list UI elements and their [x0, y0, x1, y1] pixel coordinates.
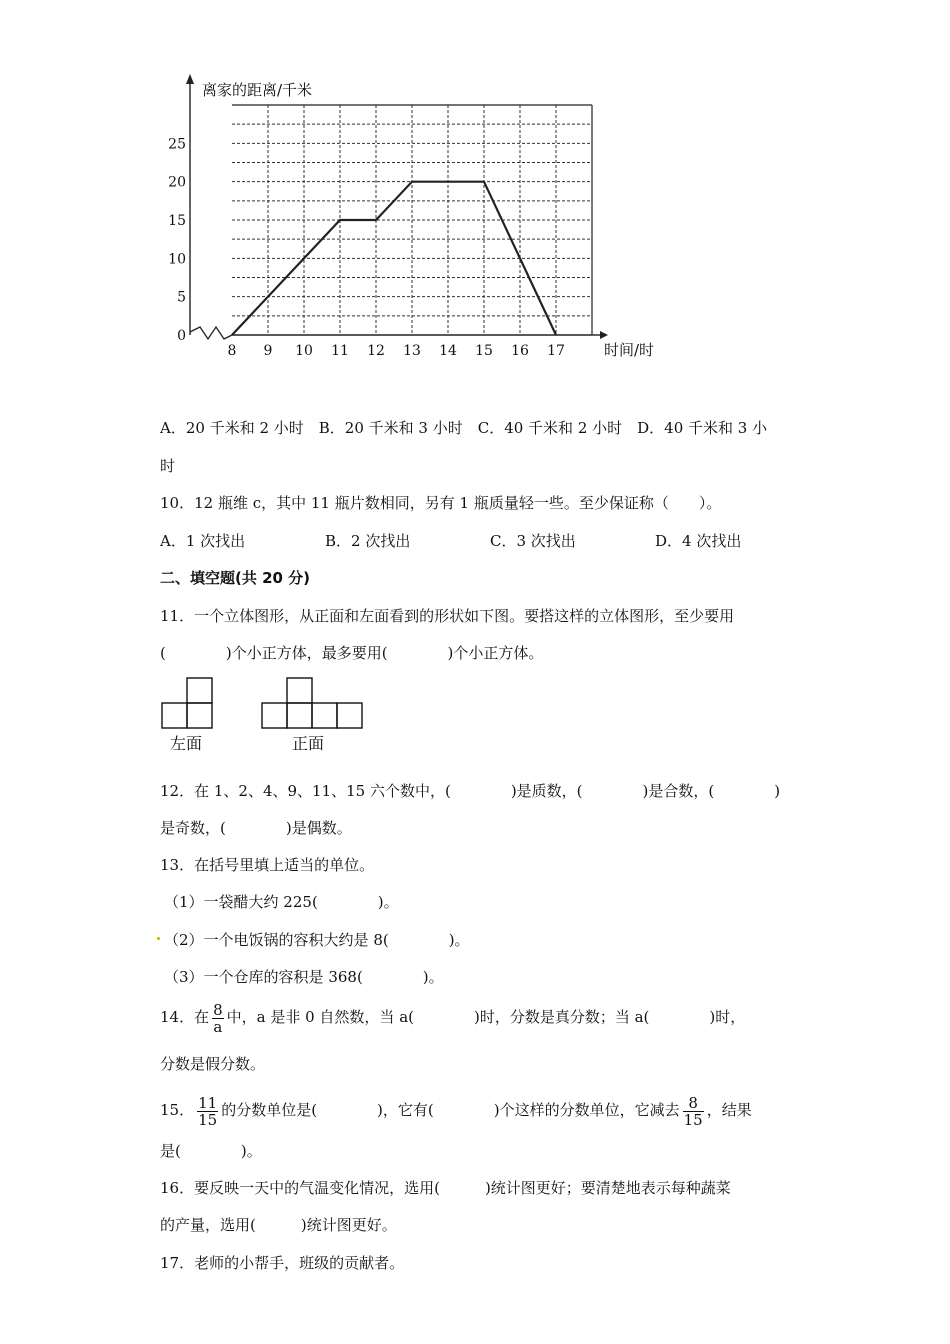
x-tick-label: 11 [331, 343, 349, 359]
y-tick-label: 10 [168, 251, 186, 268]
q15-line1 [160, 1094, 752, 1128]
q15-line2: 是( )。 [160, 1142, 262, 1160]
stray-dot [157, 937, 160, 940]
x-tick-label: 16 [511, 343, 529, 359]
chart-axes [186, 74, 608, 339]
distance-time-chart [160, 70, 680, 370]
x-tick-label: 17 [547, 343, 565, 359]
q14-line2: 分数是假分数。 [160, 1055, 266, 1073]
q14-rest: 中，a 是非 0 自然数，当 a( )时，分数是真分数；当 a( )时， [226, 1008, 746, 1026]
q15-fraction-1-numerator: 11 [198, 1093, 218, 1112]
q13-part1: （1）一袋醋大约 225( )。 [164, 893, 399, 911]
q15-fraction-2-numerator: 8 [683, 1095, 704, 1112]
q15-fraction-1-denominator: 15 [198, 1110, 218, 1129]
x-tick-label: 12 [367, 343, 385, 359]
y-tick-label: 25 [168, 136, 186, 153]
chart-x-label: 时间/时 [604, 341, 655, 359]
front-view-label: 正面 [292, 734, 325, 753]
q16-line1: 16．要反映一天中的气温变化情况，选用( )统计图更好；要清楚地表示每种蔬菜 [160, 1179, 731, 1197]
q17-line1: 17．老师的小帮手，班级的贡献者。 [160, 1254, 405, 1272]
q15-fraction-1 [197, 1095, 218, 1128]
q15-fraction-2 [683, 1095, 704, 1128]
q14-fraction [212, 1002, 224, 1035]
chart-ticks [168, 136, 565, 359]
axis-break-zigzag [190, 327, 232, 339]
chart-y-label: 离家的距离/千米 [202, 81, 313, 99]
q16-line2: 的产量，选用( )统计图更好。 [160, 1216, 397, 1234]
q10-option-a: A．1 次找出 [160, 532, 246, 550]
q9-options-wrap: 时 [160, 457, 176, 475]
left-view-shape [162, 678, 212, 728]
y-tick-label: 0 [177, 328, 186, 344]
q11-line2: ( )个小正方体，最多要用( )个小正方体。 [160, 644, 544, 662]
chart-grid [232, 105, 592, 335]
cube-views-figure [160, 676, 370, 732]
x-tick-label: 14 [439, 343, 457, 359]
q14-fraction-numerator: 8 [213, 1000, 223, 1019]
x-tick-label: 13 [403, 343, 421, 359]
x-tick-label: 9 [263, 343, 273, 359]
left-view-label: 左面 [170, 734, 203, 753]
q13-part3: （3）一个仓库的容积是 368( )。 [164, 968, 444, 986]
q10-option-b: B．2 次找出 [325, 532, 411, 550]
q10-stem: 10．12 瓶维 c，其中 11 瓶片数相同，另有 1 瓶质量轻一些。至少保证称（ ）。 [160, 494, 722, 512]
q9-options: A．20 千米和 2 小时 B．20 千米和 3 小时 C．40 千米和 2 小时 D．40 千米和 3 小 [160, 419, 768, 437]
q15-middle: 的分数单位是( )，它有( )个这样的分数单位，它减去 [221, 1101, 680, 1119]
y-tick-label: 20 [168, 174, 186, 191]
q15-prefix: 15． [160, 1101, 195, 1119]
q13-stem: 13．在括号里填上适当的单位。 [160, 856, 375, 874]
q10-option-c: C．3 次找出 [490, 532, 576, 550]
x-tick-label: 8 [227, 343, 237, 359]
y-tick-label: 15 [168, 213, 186, 229]
q14-fraction-denominator: a [213, 1017, 223, 1036]
q10-option-d: D．4 次找出 [655, 532, 742, 550]
q12-line1: 12．在 1、2、4、9、11、15 六个数中，( )是质数，( )是合数，( ) [160, 782, 781, 800]
x-tick-label: 15 [475, 343, 493, 359]
q14-line1 [160, 1001, 745, 1035]
q14-prefix: 14．在 [160, 1008, 210, 1026]
q15-end: ，结果 [706, 1101, 752, 1119]
section-2-title: 二、填空题(共 20 分) [160, 569, 311, 587]
q11-line1: 11．一个立体图形，从正面和左面看到的形状如下图。要搭这样的立体图形，至少要用 [160, 607, 735, 625]
y-axis-arrow [186, 74, 194, 84]
y-tick-label: 5 [177, 289, 186, 306]
q12-line2: 是奇数，( )是偶数。 [160, 819, 352, 837]
q13-part2: （2）一个电饭锅的容积大约是 8( )。 [164, 931, 470, 949]
q15-fraction-2-denominator: 15 [683, 1110, 703, 1129]
front-view-shape [262, 678, 362, 728]
x-tick-label: 10 [295, 343, 313, 359]
